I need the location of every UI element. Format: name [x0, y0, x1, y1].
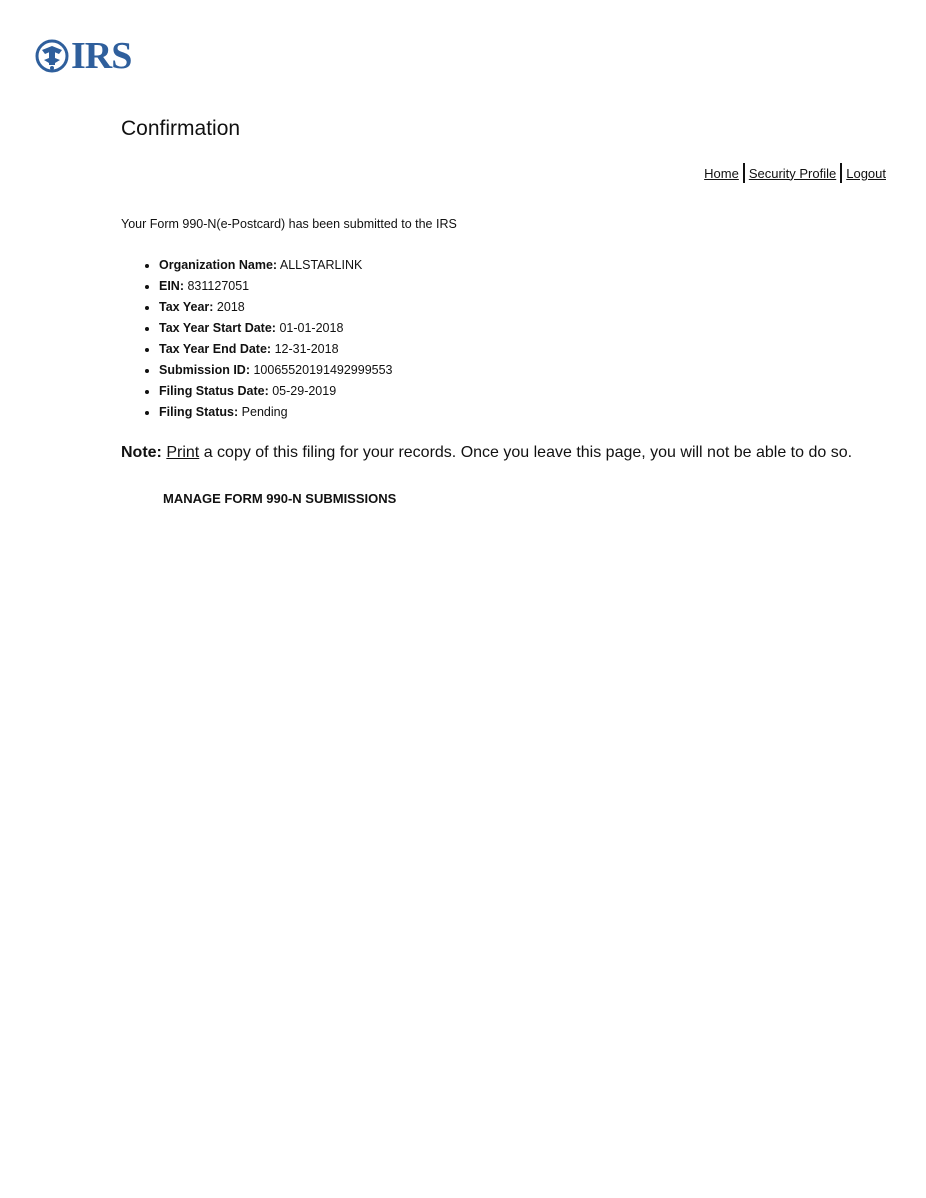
- detail-ein: [159, 276, 393, 297]
- print-note: [121, 444, 852, 462]
- note-text: a copy of this filing for your records. Once you leave this page, you will not be able to do so.: [199, 444, 853, 461]
- detail-organization-name: [159, 255, 393, 276]
- security-profile-link[interactable]: Security Profile: [748, 165, 837, 181]
- detail-value: 12-31-2018: [274, 342, 339, 356]
- irs-logo: [35, 35, 132, 77]
- detail-value: 2018: [216, 300, 245, 314]
- irs-eagle-icon: [35, 39, 69, 73]
- detail-value: Pending: [241, 405, 288, 419]
- detail-label: Filing Status:: [159, 405, 239, 419]
- detail-submission-id: [159, 360, 393, 381]
- detail-value: 831127051: [187, 279, 250, 293]
- detail-label: Tax Year:: [159, 300, 214, 314]
- home-link[interactable]: Home: [704, 165, 739, 181]
- detail-value: 10065520191492999553: [253, 363, 393, 377]
- top-nav: [700, 163, 890, 183]
- detail-value: ALLSTARLINK: [279, 258, 363, 272]
- filing-details-list: [140, 255, 393, 423]
- detail-label: Filing Status Date:: [159, 384, 269, 398]
- detail-label: EIN:: [159, 279, 184, 293]
- manage-submissions-link[interactable]: MANAGE FORM 990-N SUBMISSIONS: [163, 491, 397, 506]
- detail-value: 01-01-2018: [279, 321, 344, 335]
- print-link[interactable]: Print: [166, 444, 200, 461]
- note-label: Note:: [121, 444, 162, 461]
- confirmation-message: Your Form 990-N(e-Postcard) has been submitted to the IRS: [121, 217, 457, 231]
- detail-tax-year-end: [159, 339, 393, 360]
- detail-tax-year-start: [159, 318, 393, 339]
- irs-wordmark: IRS: [71, 35, 132, 77]
- detail-filing-status-date: [159, 381, 393, 402]
- detail-label: Tax Year End Date:: [159, 342, 272, 356]
- detail-filing-status: [159, 402, 393, 423]
- detail-tax-year: [159, 297, 393, 318]
- detail-label: Tax Year Start Date:: [159, 321, 276, 335]
- logout-link[interactable]: Logout: [846, 165, 886, 181]
- detail-label: Organization Name:: [159, 258, 278, 272]
- detail-label: Submission ID:: [159, 363, 250, 377]
- detail-value: 05-29-2019: [272, 384, 337, 398]
- page-title: Confirmation: [121, 117, 241, 140]
